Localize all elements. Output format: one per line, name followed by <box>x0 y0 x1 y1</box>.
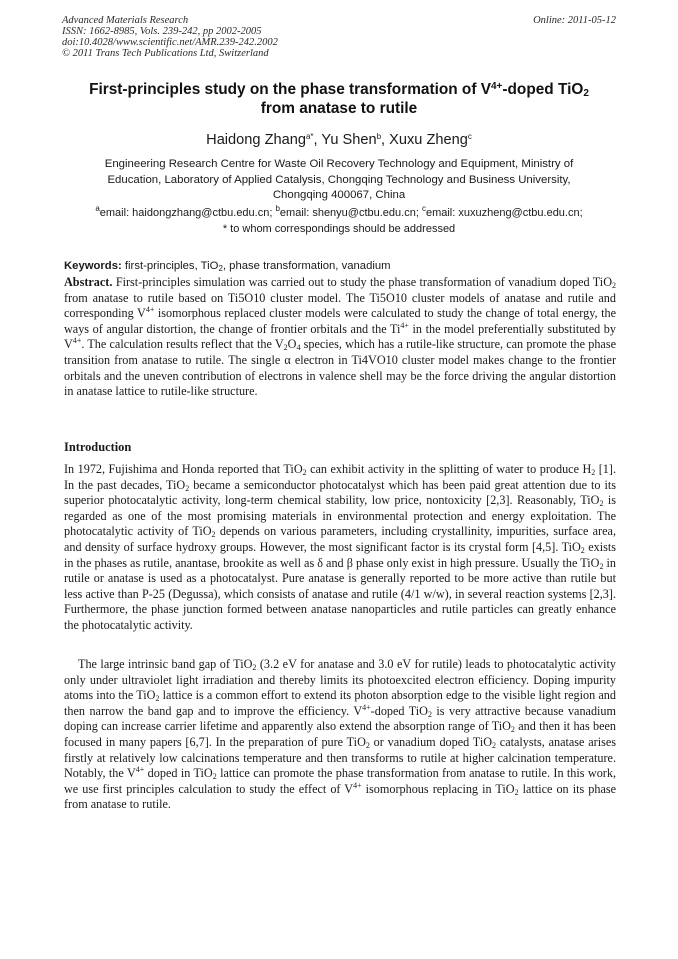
author-list: Haidong Zhang$^{a*}$, Yu Shen$^b$, Xuxu Zheng$^c$ <box>206 132 472 148</box>
online-date: Online: 2011-05-12 <box>533 15 616 26</box>
author-name: Yu Shen <box>321 132 377 148</box>
journal-copyright: © 2011 Trans Tech Publications Ltd, Switzerland <box>62 48 269 59</box>
author-name: Xuxu Zheng <box>389 132 468 148</box>
journal-header <box>62 15 616 59</box>
keywords: Keywords: first-principles, TiO$_2$, phase transformation, vanadium <box>64 260 391 273</box>
author-name: Haidong Zhang <box>206 132 306 148</box>
correspondence-note: * to whom correspondings should be addressed <box>222 222 456 235</box>
journal-doi: doi:10.4028/www.scientific.net/AMR.239-242.2002 <box>62 37 278 48</box>
paper-title: First-principles study on the phase transformation of $V^{4+}$-doped TiO$_2$ from anatase to rutile <box>89 81 589 117</box>
journal-issn: ISSN: 1662-8985, Vols. 239-242, pp 2002-2005 <box>62 26 262 37</box>
section-heading: Introduction <box>64 440 132 454</box>
journal-name: Advanced Materials Research <box>62 15 189 26</box>
intro-paragraph-2: The large intrinsic band gap of TiO$_2$ (3.2 eV for anatase and 3.0 eV for rutile) leads to photocatalytic activity only under ultraviolet light irradiation and thereby limits its photoexcited electron efficiency. Doping impurity atoms into the TiO$_2$ lattice is a common effort to extend its photon absorption edge to the visible light region and then narrow the band gap and to improve the efficiency. $V^{4+}$-doped TiO$_2$ is very attractive because vanadium doping can increase carrier lifetime and apparently also extend the absorption range of TiO$_2$ and then it has been focused in many papers [6,7]. In the preparation of pure TiO$_2$ or vanadium doped TiO$_2$ catalysts, anatase arises firstly at relatively low calcinations temperature and then transforms to rutile at higher calcination temperature. Notably, the $V^{4+}$ doped in TiO$_2$ lattice can promote the phase transformation from anatase to rutile. In this work, we use first principles calculation to study the effect of $V^{4+}$ isomorphous replacing in TiO$_2$ lattice on its phase from anatase to rutile. <box>64 657 617 812</box>
intro-paragraph-1: In 1972, Fujishima and Honda reported that TiO$_2$ can exhibit activity in the splitting of water to produce $H_2$ [1]. In the past decades, TiO$_2$ became a semiconductor photocatalyst which has been paid great attention due to its superior photocatalytic activity, long-term chemical stability, low price, nontoxicity [2,3]. Reasonably, TiO$_2$ is regarded as one of the most promising materials in environmental protection and energy exploitation. The photocatalytic activity of TiO$_2$ depends on various parameters, including crystallinity, impurities, surface area, and density of surface hydroxy groups. However, the most significant factor is its crystal form [4,5]. TiO$_2$ exists in the phases as rutile, anantase, brookite as well as δ and β phase only exist in high pressure. Usually the TiO$_2$ in rutile or anatase is used as a photocatalyst. Pure anatase is generally reported to be more active than rutile but less active than P-25 (Degussa), which consists of anatase and rutile (4/1 w/w), in several reaction systems [2,3]. Furthermore, the phase junction formed between anatase nanoparticles and rutile particles can greatly enhance the photocatalytic activity. <box>64 462 617 632</box>
abstract: Abstract. First-principles simulation was carried out to study the phase transformation of vanadium doped TiO$_2$ from anatase to rutile based on Ti5O10 cluster model. The Ti5O10 cluster models of anatase and rutile and corresponding $V^{4+}$ isomorphous replaced cluster models were calculated to study the change of total energy, the ways of angular distortion, the change of frontier orbitals and the $Ti^{4+}$ in the model preferentially substituted by $V^{4+}$. The calculation results reflect that the $V_2O_4$ species, which has a rutile-like structure, can promote the phase transition from anatase to rutile. The single α electron in Ti4VO10 cluster model makes change to the frontier orbitals and the uneven contribution of electrons in valence shell may be the force driving the angular distortion in anatase lattice to rutile-like structure. <box>64 275 616 399</box>
affiliation: Engineering Research Centre for Waste Oil Recovery Technology and Equipment, Ministry of Education, Laboratory of Applied Catalysis, Chongqing Technology and Business University, Chongqing 400067, China <box>104 158 574 202</box>
author-emails: $^a$email: haidongzhang@ctbu.edu.cn; $^b$email: shenyu@ctbu.edu.cn; $^c$email: xuxuzheng@ctbu.edu.cn; * to whom correspondings should be addressed <box>60 206 618 237</box>
